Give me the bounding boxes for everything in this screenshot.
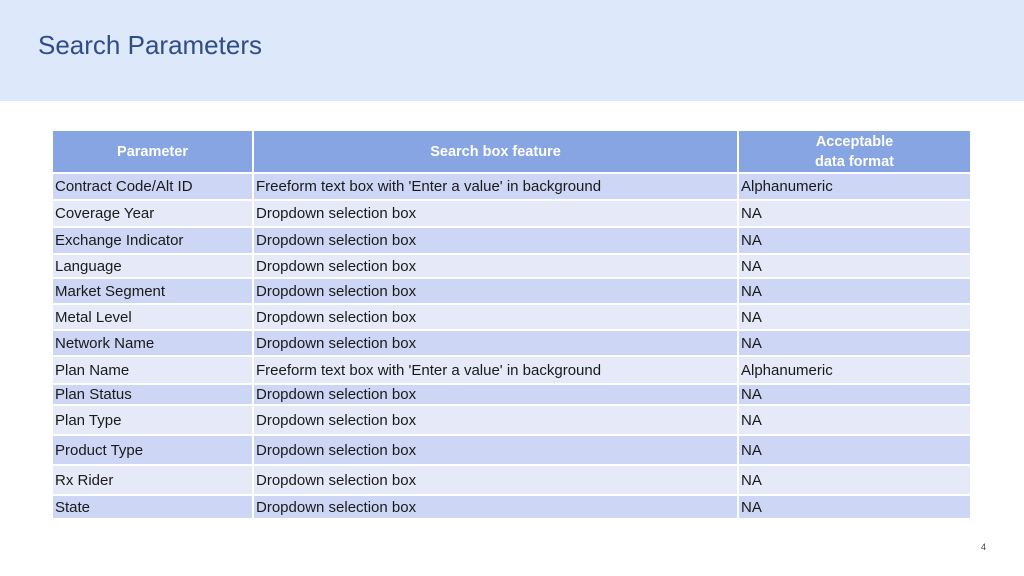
table-row	[53, 384, 970, 405]
table-row	[53, 330, 970, 356]
cell-format: NA	[738, 465, 970, 495]
cell-format: NA	[738, 405, 970, 435]
table-row	[53, 200, 970, 227]
page-title: Search Parameters	[38, 30, 262, 60]
table-row	[53, 356, 970, 384]
cell-format: NA	[738, 304, 970, 330]
cell-feature: Freeform text box with 'Enter a value' in background	[253, 173, 738, 200]
cell-parameter: Language	[53, 254, 253, 278]
cell-parameter: Plan Name	[53, 356, 253, 384]
cell-format: Alphanumeric	[738, 356, 970, 384]
header-parameter: Parameter	[53, 131, 253, 173]
table-row	[53, 173, 970, 200]
cell-parameter: Contract Code/Alt ID	[53, 173, 253, 200]
table-row	[53, 254, 970, 278]
table-row	[53, 495, 970, 519]
header-format-line1: Acceptable	[815, 133, 894, 150]
cell-feature: Dropdown selection box	[253, 495, 738, 519]
cell-feature: Dropdown selection box	[253, 405, 738, 435]
table-row	[53, 465, 970, 495]
cell-feature: Dropdown selection box	[253, 278, 738, 304]
cell-format: NA	[738, 495, 970, 519]
cell-format: Alphanumeric	[738, 173, 970, 200]
cell-parameter: Network Name	[53, 330, 253, 356]
cell-parameter: State	[53, 495, 253, 519]
cell-format: NA	[738, 330, 970, 356]
cell-feature: Dropdown selection box	[253, 465, 738, 495]
table-row	[53, 435, 970, 465]
cell-format: NA	[738, 200, 970, 227]
table-row	[53, 405, 970, 435]
cell-format: NA	[738, 278, 970, 304]
header-search-box-feature: Search box feature	[253, 131, 738, 173]
cell-format: NA	[738, 227, 970, 254]
cell-feature: Dropdown selection box	[253, 330, 738, 356]
cell-parameter: Rx Rider	[53, 465, 253, 495]
cell-parameter: Plan Type	[53, 405, 253, 435]
cell-format: NA	[738, 384, 970, 405]
cell-parameter: Metal Level	[53, 304, 253, 330]
header-format-line2: data format	[815, 153, 894, 170]
cell-feature: Dropdown selection box	[253, 200, 738, 227]
table-row	[53, 227, 970, 254]
cell-feature: Dropdown selection box	[253, 304, 738, 330]
cell-parameter: Coverage Year	[53, 200, 253, 227]
table-row	[53, 304, 970, 330]
cell-feature: Freeform text box with 'Enter a value' in background	[253, 356, 738, 384]
page-number: 4	[980, 542, 986, 552]
cell-parameter: Product Type	[53, 435, 253, 465]
cell-feature: Dropdown selection box	[253, 384, 738, 405]
cell-parameter: Plan Status	[53, 384, 253, 405]
cell-parameter: Exchange Indicator	[53, 227, 253, 254]
cell-feature: Dropdown selection box	[253, 227, 738, 254]
table-row	[53, 278, 970, 304]
cell-feature: Dropdown selection box	[253, 254, 738, 278]
header-band	[0, 0, 1024, 101]
cell-parameter: Market Segment	[53, 278, 253, 304]
cell-feature: Dropdown selection box	[253, 435, 738, 465]
table-header-row	[53, 131, 970, 173]
header-acceptable-data-format	[738, 131, 970, 173]
cell-format: NA	[738, 254, 970, 278]
cell-format: NA	[738, 435, 970, 465]
search-parameters-table	[53, 131, 970, 520]
